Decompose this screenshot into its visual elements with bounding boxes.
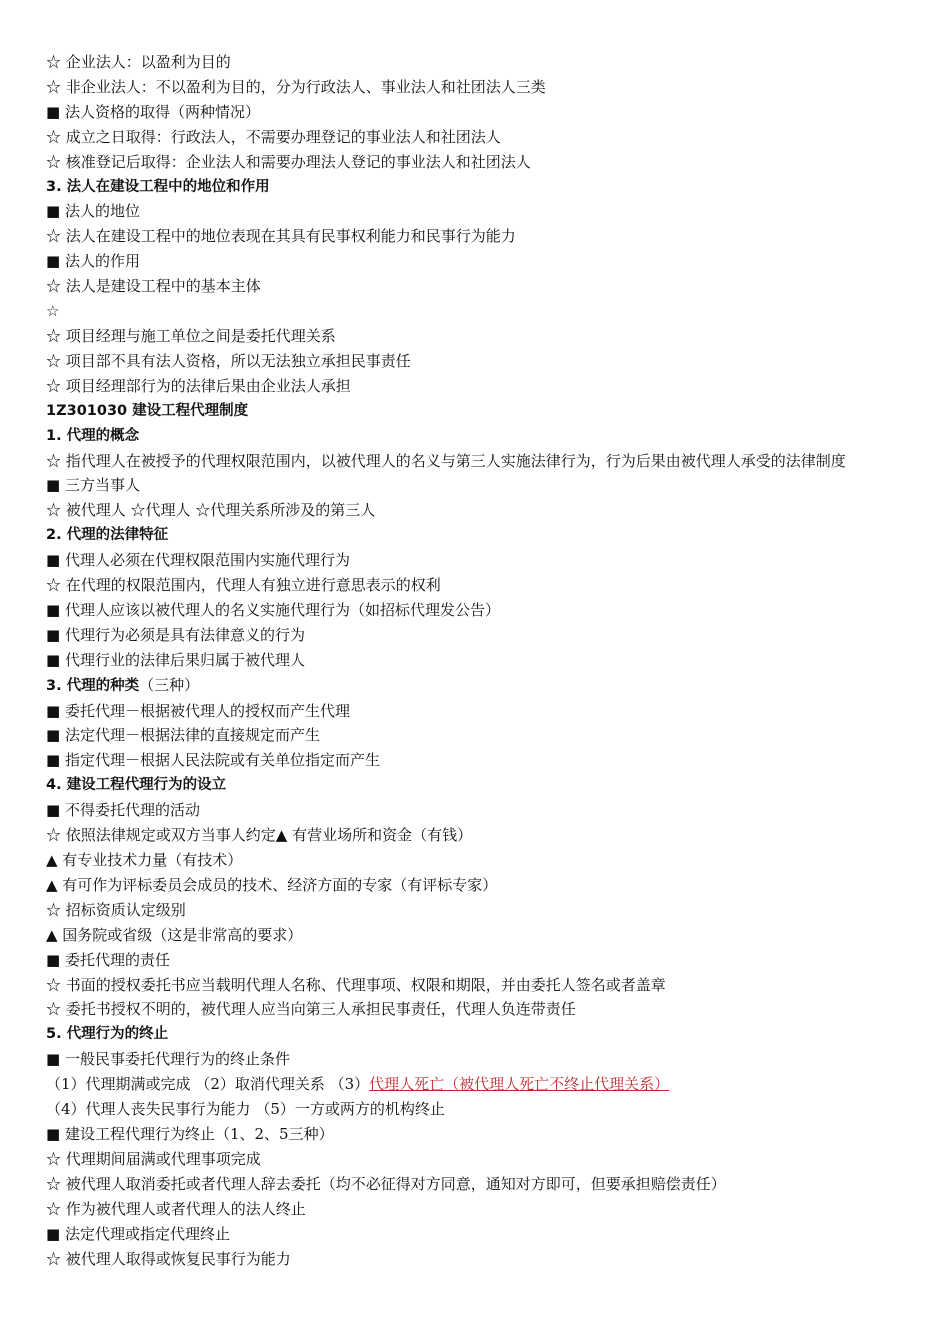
bullet-line: ■ 一般民事委托代理行为的终止条件 bbox=[46, 1050, 290, 1069]
bullet-line: ☆ 被代理人取消委托或者代理人辞去委托（均不必征得对方同意，通知对方即可，但要承担赔偿责任） bbox=[46, 1174, 726, 1193]
bullet-line: ☆ 代理期间届满或代理事项完成 bbox=[46, 1149, 261, 1168]
bullet-line: ☆ 在代理的权限范围内，代理人有独立进行意思表示的权利 bbox=[46, 576, 441, 595]
numbered-conditions-row bbox=[46, 1072, 910, 1097]
bullet-line: ☆ 项目经理部行为的法律后果由企业法人承担 bbox=[46, 376, 351, 395]
bullet-line: ▲ 有专业技术力量（有技术） bbox=[46, 851, 243, 869]
section-heading: 5. 代理行为的终止 bbox=[46, 1026, 169, 1043]
section-heading: 1. 代理的概念 bbox=[46, 427, 140, 444]
section-heading: 3. 代理的种类 bbox=[46, 677, 140, 694]
bullet-line: ☆ 项目部不具有法人资格，所以无法独立承担民事责任 bbox=[46, 351, 411, 370]
section-heading-row bbox=[46, 673, 910, 699]
bullet-line: ☆ 作为被代理人或者代理人的法人终止 bbox=[46, 1199, 306, 1218]
bullet-line: ☆ 被代理人取得或恢复民事行为能力 bbox=[46, 1249, 291, 1268]
bullet-line: ☆ 成立之日取得：行政法人，不需要办理登记的事业法人和社团法人 bbox=[46, 127, 501, 146]
bullet-line: ☆ 企业法人：以盈利为目的 bbox=[46, 53, 231, 71]
bullet-line: ☆ 法人在建设工程中的地位表现在其具有民事权利能力和民事行为能力 bbox=[46, 227, 516, 246]
bullet-line: ▲ 国务院或省级（这是非常高的要求） bbox=[46, 925, 303, 944]
bullet-line: ☆ 指代理人在被授予的代理权限范围内，以被代理人的名义与第三人实施法律行为，行为后果由被代理人承受的法律制度 bbox=[46, 451, 846, 470]
bullet-line: ■ 法人资格的取得（两种情况） bbox=[46, 102, 260, 121]
bullet-line: ☆ 核准登记后取得：企业法人和需要办理法人登记的事业法人和社团法人 bbox=[46, 152, 531, 171]
section-heading: 3. 法人在建设工程中的地位和作用 bbox=[46, 178, 270, 195]
highlighted-condition: 代理人死亡（被代理人死亡不终止代理关系） bbox=[369, 1075, 670, 1094]
bullet-line: ■ 委托代理的责任 bbox=[46, 950, 170, 969]
bullet-line: ☆ 招标资质认定级别 bbox=[46, 900, 186, 919]
bullet-line: ■ 指定代理－根据人民法院或有关单位指定而产生 bbox=[46, 751, 380, 770]
bullet-line: ■ 代理行业的法律后果归属于被代理人 bbox=[46, 650, 305, 669]
bullet-line: ☆ 书面的授权委托书应当载明代理人名称、代理事项、权限和期限，并由委托人签名或者盖章 bbox=[46, 975, 666, 994]
bullet-line: ☆ 法人是建设工程中的基本主体 bbox=[46, 277, 261, 296]
bullet-line: ■ 建设工程代理行为终止（1、2、5三种） bbox=[46, 1124, 334, 1143]
bullet-line: ■ 三方当事人 bbox=[46, 476, 140, 495]
bullet-line: ■ 委托代理－根据被代理人的授权而产生代理 bbox=[46, 701, 350, 720]
bullet-line: ■ 法定代理或指定代理终止 bbox=[46, 1224, 230, 1243]
bullet-line: ■ 代理人应该以被代理人的名义实施代理行为（如招标代理发公告） bbox=[46, 600, 500, 619]
bullet-line: ☆ bbox=[46, 302, 60, 321]
section-heading: 2. 代理的法律特征 bbox=[46, 527, 169, 544]
section-heading: 4. 建设工程代理行为的设立 bbox=[46, 777, 227, 794]
numbered-conditions-row: （4）代理人丧失民事行为能力 （5）一方或两方的机构终止 bbox=[46, 1100, 445, 1119]
bullet-line: ☆ 委托书授权不明的，被代理人应当向第三人承担民事责任，代理人负连带责任 bbox=[46, 1000, 576, 1019]
bullet-line: ☆ 被代理人 ☆代理人 ☆代理关系所涉及的第三人 bbox=[46, 501, 376, 520]
bullet-line: ■ 法定代理－根据法律的直接规定而产生 bbox=[46, 726, 320, 745]
bullet-line: ☆ 依照法律规定或双方当事人约定▲ 有营业场所和资金（有钱） bbox=[46, 826, 473, 845]
bullet-line: ■ 法人的地位 bbox=[46, 202, 140, 221]
bullet-line: ■ 代理人必须在代理权限范围内实施代理行为 bbox=[46, 551, 350, 570]
bullet-line: ■ 法人的作用 bbox=[46, 252, 140, 271]
bullet-line: ☆ 项目经理与施工单位之间是委托代理关系 bbox=[46, 326, 336, 345]
bullet-line: ■ 代理行为必须是具有法律意义的行为 bbox=[46, 625, 305, 644]
bullet-line: ☆ 非企业法人：不以盈利为目的，分为行政法人、事业法人和社团法人三类 bbox=[46, 77, 546, 96]
bullet-line: ▲ 有可作为评标委员会成员的技术、经济方面的专家（有评标专家） bbox=[46, 875, 498, 894]
heading-note: （三种） bbox=[139, 675, 200, 694]
conditions-text: （1）代理期满或完成 （2）取消代理关系 （3） bbox=[46, 1075, 370, 1094]
bullet-line: ■ 不得委托代理的活动 bbox=[46, 801, 200, 820]
chapter-heading: 1Z301030 建设工程代理制度 bbox=[46, 402, 249, 419]
